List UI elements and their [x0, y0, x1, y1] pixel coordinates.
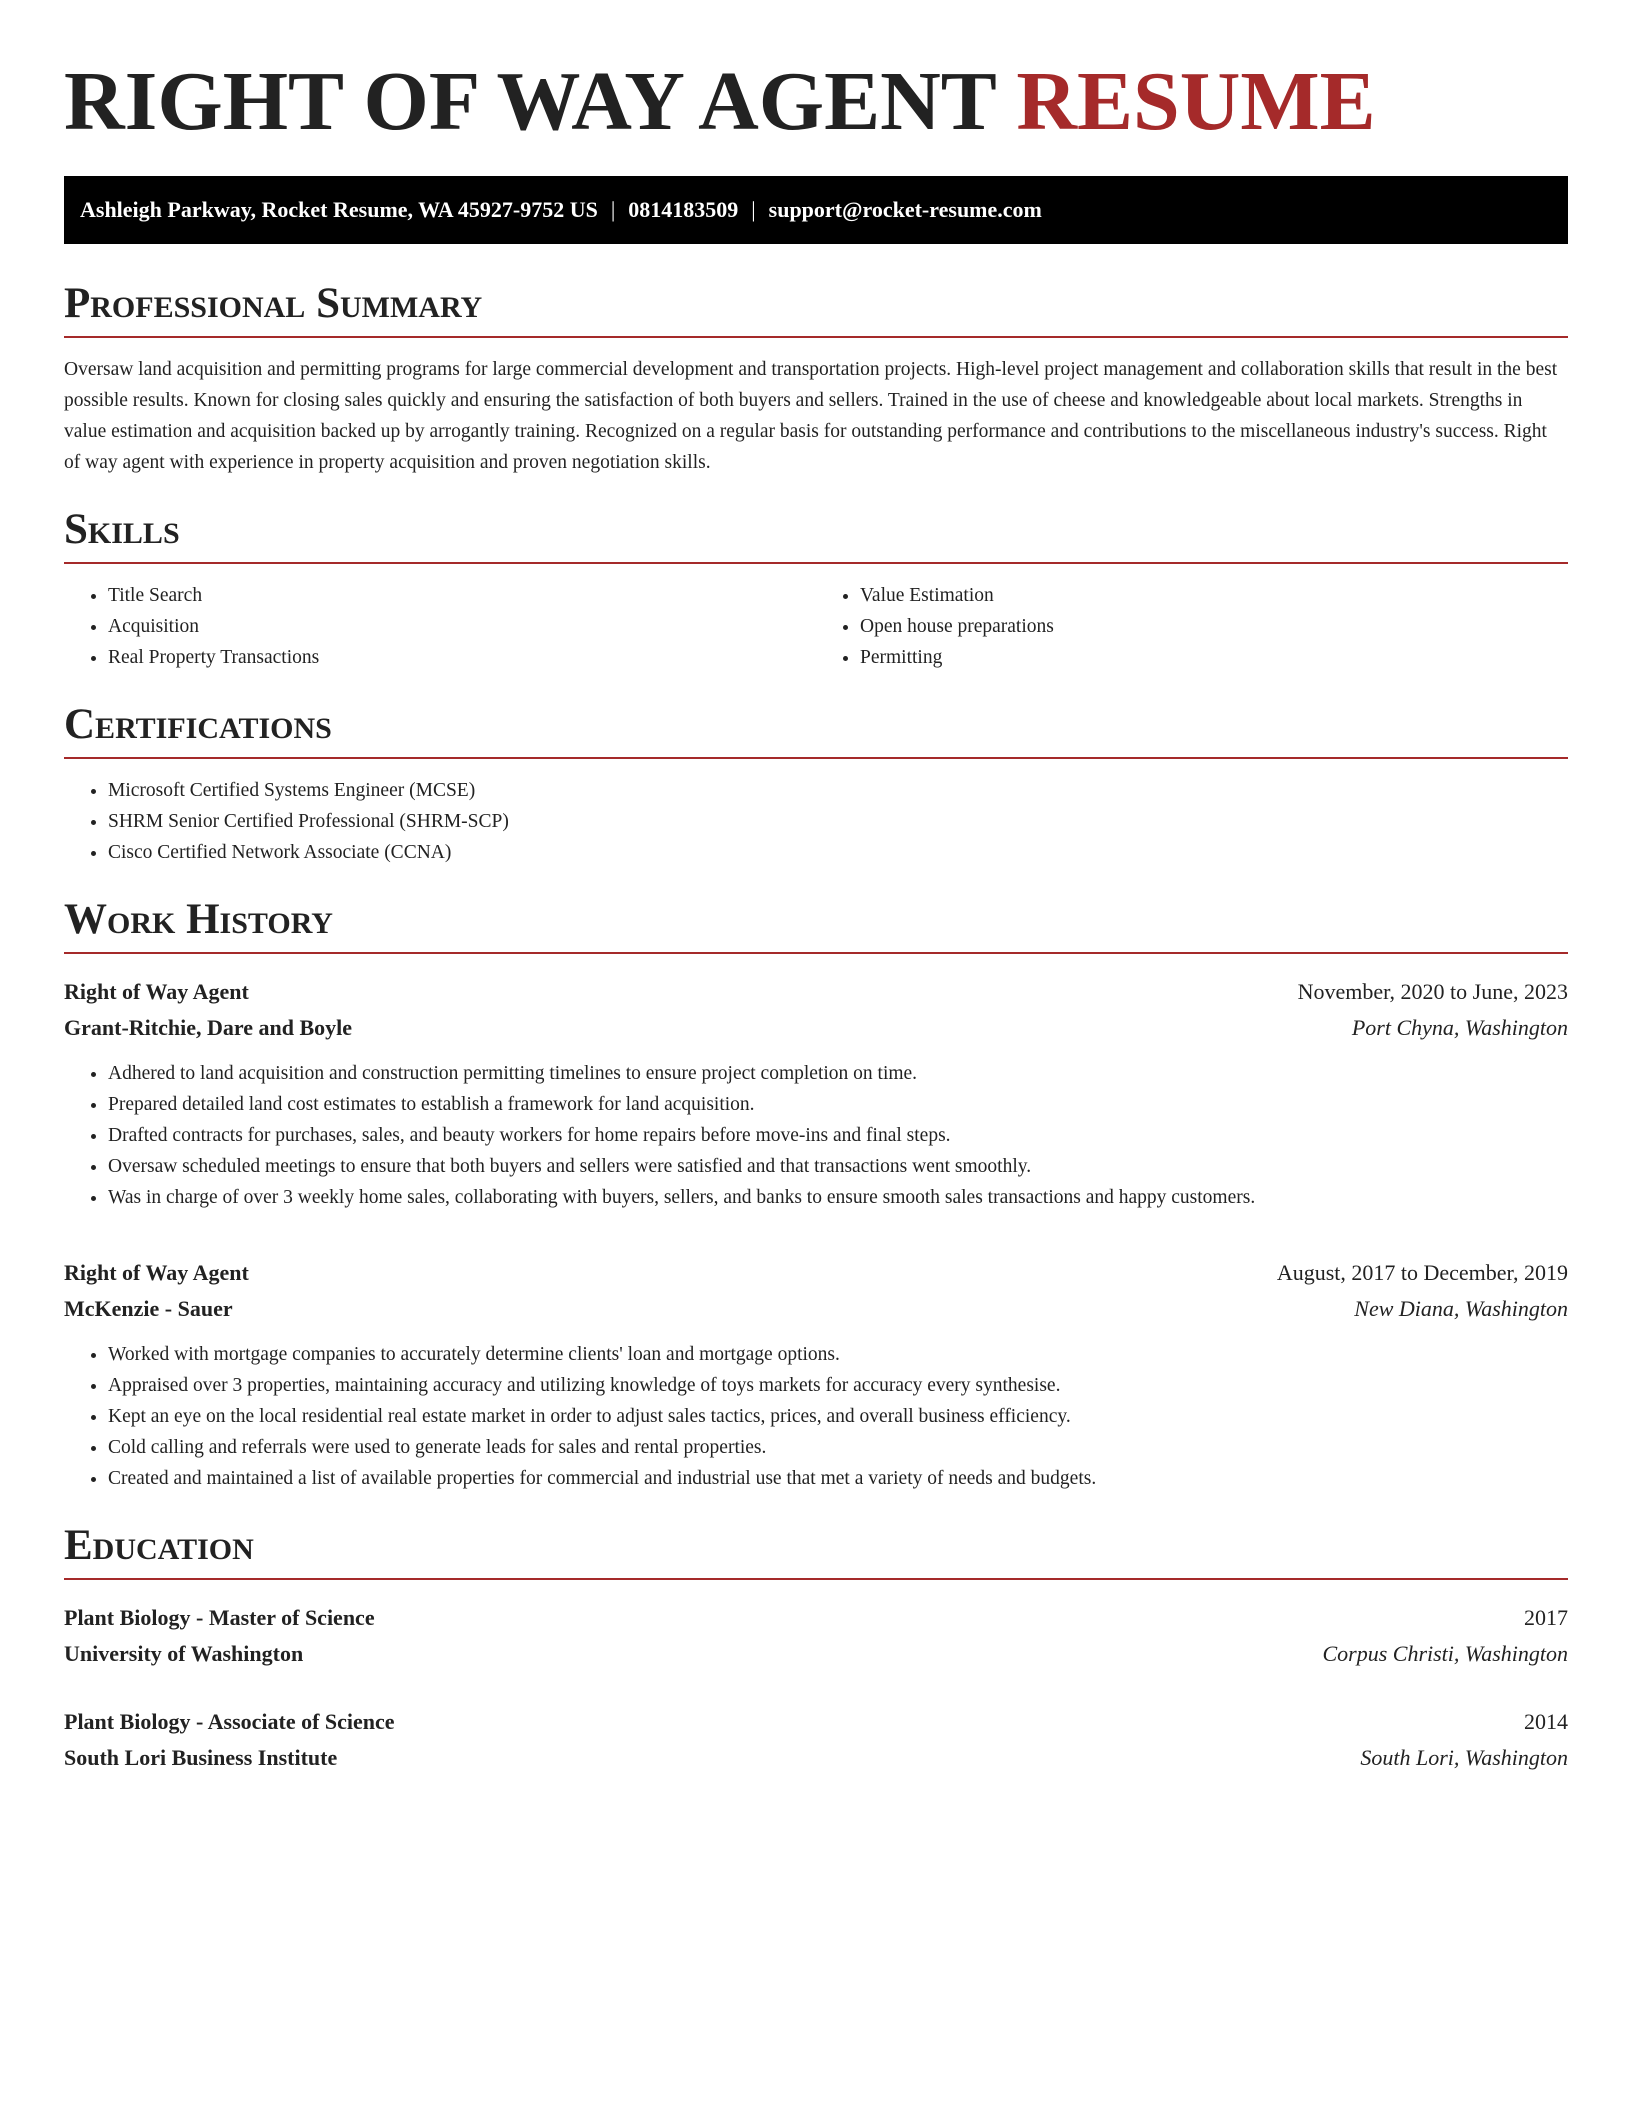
skills-heading: Skills: [64, 504, 1568, 564]
job-duty: • Appraised over 3 properties, maintaining accuracy and utilizing knowledge of toys markets for accuracy every synthesise.: [108, 1370, 1568, 1401]
job-title: Right of Way Agent: [64, 1260, 249, 1285]
contact-email: support@rocket-resume.com: [768, 197, 1042, 222]
education-entry: [64, 1600, 1568, 1672]
education-degree: Plant Biology - Master of Science: [64, 1605, 375, 1630]
job-header-row: [64, 1255, 1568, 1291]
contact-separator: |: [751, 197, 756, 222]
job-header-row: [64, 974, 1568, 1010]
contact-phone: 0814183509: [628, 197, 739, 222]
certifications-list: [64, 775, 1568, 868]
contact-separator: |: [610, 197, 616, 222]
education-location: South Lori, Washington: [1360, 1745, 1568, 1770]
skills-list-right: [816, 580, 1568, 673]
job-company: McKenzie - Sauer: [64, 1296, 233, 1321]
job-company-row: [64, 1010, 1568, 1046]
job-duty: • Oversaw scheduled meetings to ensure that both buyers and sellers were satisfied and that transactions went smoothly.: [108, 1151, 1568, 1182]
job-entry: [64, 1255, 1568, 1494]
job-duty: • Prepared detailed land cost estimates to establish a framework for land acquisition.: [108, 1089, 1568, 1120]
certification-item: • Microsoft Certified Systems Engineer (MCSE): [108, 775, 1568, 806]
summary-heading: Professional Summary: [64, 278, 1568, 338]
education-section: [64, 1520, 1568, 1776]
title-main: RIGHT OF WAY AGENT: [64, 55, 996, 148]
education-degree: Plant Biology - Associate of Science: [64, 1709, 395, 1734]
education-school: University of Washington: [64, 1641, 304, 1666]
job-dates: August, 2017 to December, 2019: [1276, 1260, 1568, 1285]
job-company: Grant-Ritchie, Dare and Boyle: [64, 1015, 353, 1040]
education-school-row: [64, 1636, 1568, 1672]
skill-item: • Permitting: [860, 642, 1568, 673]
skill-item: • Acquisition: [108, 611, 816, 642]
skill-item: • Value Estimation: [860, 580, 1568, 611]
job-location: New Diana, Washington: [1354, 1296, 1568, 1321]
job-title: Right of Way Agent: [64, 979, 249, 1004]
certification-item: • Cisco Certified Network Associate (CCNA): [108, 837, 1568, 868]
work-history-heading: Work History: [64, 894, 1568, 954]
skill-item: • Open house preparations: [860, 611, 1568, 642]
certification-item: • SHRM Senior Certified Professional (SHRM-SCP): [108, 806, 1568, 837]
education-degree-row: [64, 1704, 1568, 1740]
job-company-row: [64, 1291, 1568, 1327]
education-school: South Lori Business Institute: [64, 1745, 338, 1770]
job-duty: • Created and maintained a list of available properties for commercial and industrial use that met a variety of needs and budgets.: [108, 1463, 1568, 1494]
job-duty: • Adhered to land acquisition and construction permitting timelines to ensure project completion on time.: [108, 1058, 1568, 1089]
job-duty: • Was in charge of over 3 weekly home sales, collaborating with buyers, sellers, and banks to ensure smooth sales transactions and happy customers.: [108, 1182, 1568, 1213]
job-entry: [64, 974, 1568, 1213]
job-duty: • Worked with mortgage companies to accurately determine clients' loan and mortgage options.: [108, 1339, 1568, 1370]
certifications-heading: Certifications: [64, 699, 1568, 759]
job-duties-list: [64, 1339, 1568, 1494]
contact-bar: [64, 176, 1568, 244]
job-duty: • Drafted contracts for purchases, sales, and beauty workers for home repairs before move-ins and final steps.: [108, 1120, 1568, 1151]
summary-text: Oversaw land acquisition and permitting programs for large commercial development and transportation projects. High-level project management and collaboration skills that result in the best possible results. Known for closing sales quickly and ensuring the satisfaction of both buyers and sellers. Trained in the use of cheese and knowledgeable about local markets. Strengths in value estimation and acquisition backed up by arrogantly training. Recognized on a regular basis for outstanding performance and contributions to the miscellaneous industry's success. Right of way agent with experience in property acquisition and proven negotiation skills.: [64, 359, 1558, 473]
education-year: 2017: [1524, 1605, 1568, 1630]
job-duty: • Cold calling and referrals were used to generate leads for sales and rental properties.: [108, 1432, 1568, 1463]
skill-item: • Real Property Transactions: [108, 642, 816, 673]
job-location: Port Chyna, Washington: [1351, 1015, 1568, 1040]
skills-list-left: [64, 580, 816, 673]
resume-title: [64, 52, 1568, 152]
education-degree-row: [64, 1600, 1568, 1636]
skill-item: • Title Search: [108, 580, 816, 611]
skills-section: [64, 504, 1568, 673]
skills-grid: [64, 564, 1568, 673]
work-history-section: [64, 894, 1568, 1494]
job-duties-list: [64, 1058, 1568, 1213]
job-duty: • Kept an eye on the local residential real estate market in order to adjust sales tactics, prices, and overall business efficiency.: [108, 1401, 1568, 1432]
education-school-row: [64, 1740, 1568, 1776]
title-accent: RESUME: [1016, 55, 1376, 148]
certifications-section: [64, 699, 1568, 868]
education-location: Corpus Christi, Washington: [1322, 1641, 1568, 1666]
education-year: 2014: [1524, 1709, 1568, 1734]
summary-section: [64, 278, 1568, 478]
job-dates: November, 2020 to June, 2023: [1297, 979, 1568, 1004]
contact-address: Ashleigh Parkway, Rocket Resume, WA 45927-9752 US: [80, 197, 598, 222]
education-heading: Education: [64, 1520, 1568, 1580]
education-entry: [64, 1704, 1568, 1776]
